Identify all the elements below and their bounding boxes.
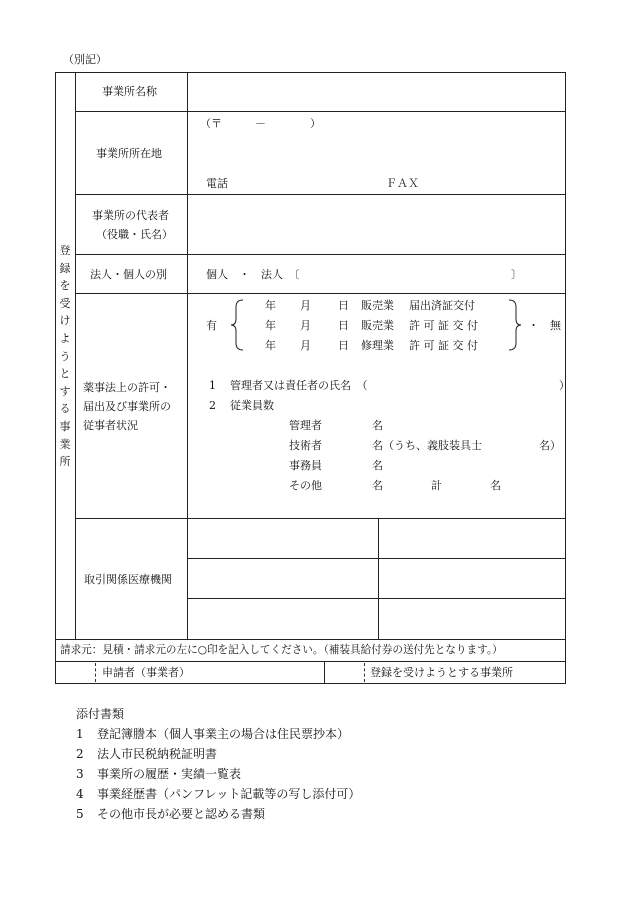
side-label-char: よ	[59, 331, 71, 345]
attachment-number: 1	[76, 727, 84, 741]
attachment-item: 事業所の履歴・実績一覧表	[97, 767, 242, 781]
table-border	[324, 661, 325, 683]
attachment-number: 5	[76, 807, 84, 821]
manager-name-label: 管理者又は責任者の氏名 （	[230, 379, 368, 392]
table-border	[55, 72, 56, 684]
license-label-line3: 従事者状況	[83, 419, 138, 432]
month-label: 月	[300, 339, 311, 352]
side-label-char: る	[59, 402, 71, 416]
staff-unit: 名	[372, 459, 383, 472]
business-kind: 販売業	[361, 319, 394, 332]
license-label-line2: 届出及び事業所の	[83, 400, 171, 413]
side-label-char: を	[59, 279, 71, 293]
side-label-char: 事	[59, 419, 71, 433]
table-border	[75, 518, 566, 519]
business-name-field[interactable]	[190, 75, 562, 109]
business-kind: 修理業	[361, 339, 394, 352]
business-kind: 販売業	[361, 299, 394, 312]
side-label	[58, 245, 72, 474]
certificate-type: 許 可 証 交 付	[409, 319, 478, 332]
medical-institution-field[interactable]	[190, 561, 375, 596]
staff-count-label: 従業員数	[230, 399, 274, 412]
entity-type-label: 法人・個人の別	[90, 268, 167, 281]
license-none-option[interactable]: ・ 無	[528, 319, 561, 332]
staff-unit: 名	[372, 419, 383, 432]
prosthetist-unit: 名）	[539, 439, 561, 452]
side-label-char: と	[59, 367, 71, 381]
request-note: 請求元：見積・請求元の左に○印を記入してください。（補装具給付券の送付先となります。）	[60, 644, 503, 656]
table-border	[75, 293, 566, 294]
staff-role: 技術者	[289, 439, 322, 452]
attachment-number: 3	[76, 767, 84, 781]
year-label: 年	[265, 339, 276, 352]
entity-type-close-bracket: 〕	[511, 268, 522, 281]
side-label-char: す	[59, 384, 71, 398]
table-border	[565, 72, 566, 684]
attachment-item: その他市長が必要と認める書類	[97, 807, 266, 821]
table-border	[378, 518, 379, 639]
fax-label: ＦＡＸ	[386, 177, 419, 190]
attachment-item: 登記簿謄本（個人事業主の場合は住民票抄本）	[97, 727, 350, 741]
attachment-item: 事業経歴書（パンフレット記載等の写し添付可）	[97, 787, 361, 801]
staff-role: 管理者	[289, 419, 322, 432]
checkbox-marker	[364, 663, 365, 682]
table-border	[75, 194, 566, 195]
manager-name-close: ）	[559, 379, 570, 392]
attachments-title: 添付書類	[76, 707, 125, 721]
month-label: 月	[300, 299, 311, 312]
table-border	[187, 598, 566, 599]
table-border	[75, 254, 566, 255]
left-brace-icon	[230, 299, 244, 351]
staff-unit: 名	[372, 479, 383, 492]
side-label-char: う	[59, 349, 71, 363]
day-label: 日	[338, 299, 349, 312]
staff-unit: 名（うち、義肢装具士	[372, 439, 482, 452]
medical-institution-field[interactable]	[381, 561, 562, 596]
side-label-char: 録	[59, 261, 71, 275]
year-label: 年	[265, 299, 276, 312]
year-label: 年	[265, 319, 276, 332]
postal-code-field[interactable]: （〒 － ）	[200, 117, 321, 130]
license-yes-option[interactable]: 有	[206, 319, 217, 332]
license-label-line1: 薬事法上の許可・	[83, 381, 171, 394]
staff-role: その他	[289, 479, 322, 492]
entity-type-options[interactable]: 個人 ・ 法人 〔	[206, 268, 300, 281]
side-label-char: 登	[59, 244, 71, 257]
medical-institution-field[interactable]	[190, 601, 375, 636]
representative-sublabel: （役職・氏名）	[96, 228, 173, 241]
medical-institution-field[interactable]	[190, 521, 375, 556]
staff-role: 事務員	[289, 459, 322, 472]
item-number: 1	[209, 379, 216, 392]
certificate-type: 届出済証交付	[409, 299, 475, 312]
phone-label: 電話	[206, 177, 228, 190]
total-label: 計	[431, 479, 442, 492]
attachment-item: 法人市民税納税証明書	[97, 747, 218, 761]
table-border	[55, 72, 566, 73]
side-label-char: 所	[59, 455, 71, 469]
manager-name-field[interactable]	[392, 377, 552, 393]
medical-institution-field[interactable]	[381, 601, 562, 636]
medical-institutions-label: 取引関係医療機関	[84, 573, 172, 586]
table-border	[75, 72, 76, 639]
table-border	[55, 683, 566, 684]
day-label: 日	[338, 339, 349, 352]
attachment-number: 2	[76, 747, 84, 761]
table-border	[75, 111, 566, 112]
side-label-char: け	[59, 314, 71, 328]
table-border	[187, 72, 188, 639]
facility-option[interactable]: 登録を受けようとする事業所	[370, 666, 513, 679]
representative-field[interactable]	[190, 197, 562, 251]
applicant-option[interactable]: 申請者（事業者）	[102, 666, 190, 679]
right-brace-icon	[508, 299, 522, 351]
total-unit: 名	[490, 479, 501, 492]
medical-institution-field[interactable]	[381, 521, 562, 556]
checkbox-marker	[95, 663, 96, 682]
representative-label: 事業所の代表者	[92, 209, 169, 222]
certificate-type: 許 可 証 交 付	[409, 339, 478, 352]
table-border	[187, 558, 566, 559]
side-label-char: 業	[59, 437, 71, 451]
item-number: 2	[209, 399, 216, 412]
table-border	[55, 661, 566, 662]
side-label-char: 受	[59, 296, 71, 310]
table-border	[55, 639, 566, 640]
day-label: 日	[338, 319, 349, 332]
attachment-number: 4	[76, 787, 84, 801]
form-heading: （別記）	[63, 53, 107, 66]
business-name-label: 事業所名称	[102, 85, 157, 98]
month-label: 月	[300, 319, 311, 332]
address-label: 事業所所在地	[96, 147, 162, 160]
